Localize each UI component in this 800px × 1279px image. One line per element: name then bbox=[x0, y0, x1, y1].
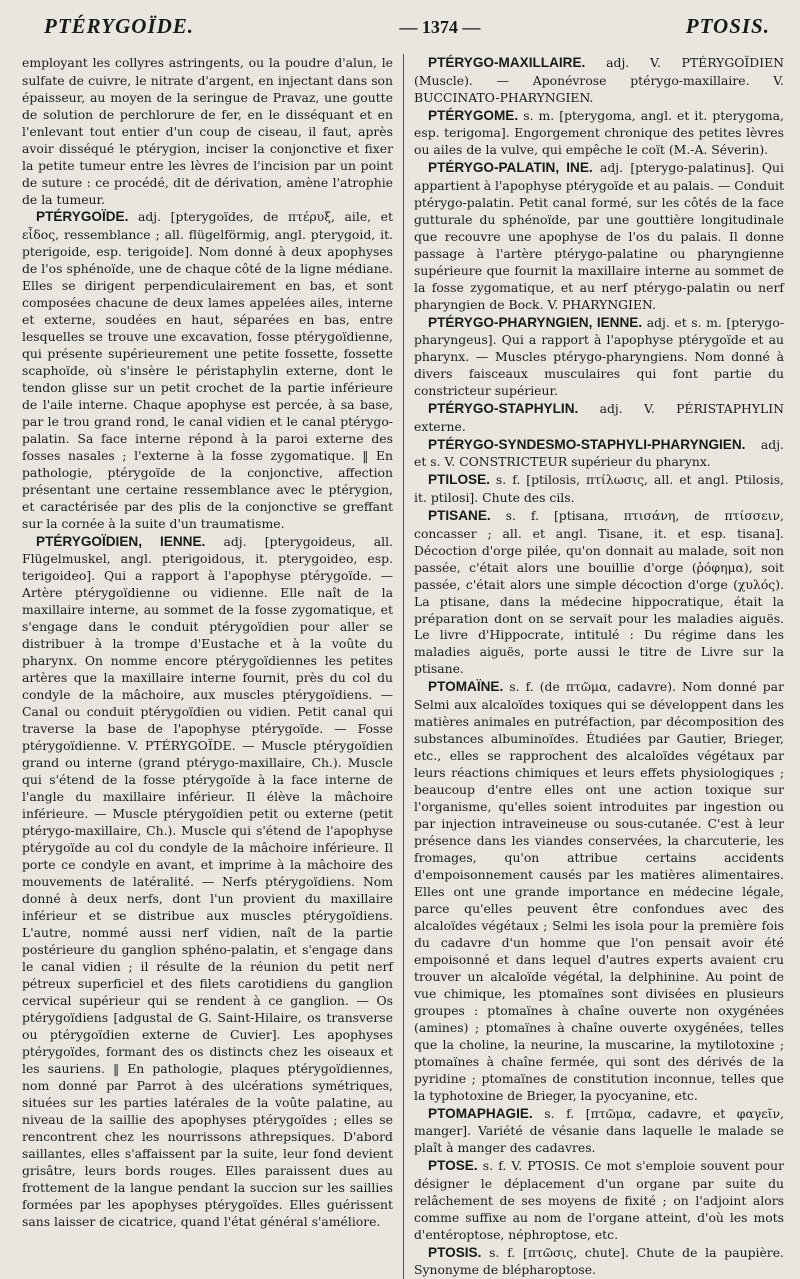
running-head bbox=[22, 14, 784, 54]
entry-text: adj. [pterygoïdes, de πτέρυξ, aile, et εἶδος, ressemblance ; all. flügelförmig, angl. pterygoid, it. pterigoide, esp. terigoide]. Nom donné à deux apophyses de l'os sphénoïde, une de chaque côté de la ligne médiane. Elles se dirigent perpendiculairement en bas, et sont composées chacune de deux lames appelées ailes, interne et externe, soudées en haut, séparées en bas, entre lesquelles se trouve une excavation, fosse ptérygoïdienne, qui présente supérieurement une petite fossette, fossette scaphoïde, où s'insère le péristaphylin externe, dont le tendon glisse sur un petit crochet de la partie inférieure de l'aile interne. Chaque apophyse est percée, à sa base, par le trou grand rond, le canal vidien et le canal ptérygo-palatin. Sa face interne répond à la paroi externe des fosses nasales ; l'externe à la fosse zygomatique. ‖ En pathologie, ptérygoïde de la conjonctive, affection présentant une certaine ressemblance avec le ptérygion, et caractérisée par des plis de la conjonctive se greffant sur la cornée à la suite d'un traumatisme. bbox=[22, 209, 393, 531]
entry-headword: PTILOSE. bbox=[428, 472, 490, 488]
entry bbox=[414, 507, 784, 678]
entry-text: adj. V. PTÉRYGOÏDIEN (Muscle). — Aponévrose ptérygo-maxillaire. V. BUCCINATO-PHARYNGIEN. bbox=[414, 55, 784, 105]
entry-headword: PTÉRYGO-PALATIN, INE. bbox=[428, 160, 593, 176]
entry-headword: PTÉRYGO-PHARYNGIEN, IENNE. bbox=[428, 314, 643, 330]
entry-headword: PTOSE. bbox=[428, 1158, 478, 1174]
entry-text: s. f. V. PTOSIS. Ce mot s'emploie souvent pour désigner le déplacement d'un organe par suite du relâchement de ses moyens de fixité ; on l'adjoint alors comme suffixe au nom de l'organe atteint, d'où les mots d'entéroptose, néphroptose, etc. bbox=[414, 1158, 784, 1242]
entry-headword: PTÉRYGOME. bbox=[428, 107, 519, 123]
entry-text: s. f. [ptilosis, πτίλωσις, all. et angl. Ptilosis, it. ptilosi]. Chute des cils. bbox=[414, 472, 784, 505]
entry-headword: PTOSIS. bbox=[428, 1244, 482, 1260]
entry-text: adj. [pterygoideus, all. Flügelmuskel, angl. pterigoidous, it. pterygoideo, esp. terigoideo]. Qui a rapport à l'apophyse ptérygoïde. — Artère ptérygoïdienne ou vidienne. Elle naît de la maxillaire interne, au sommet de la fosse zygomatique, et s'engage dans le conduit ptérygoïdien pour aller se distribuer à la trompe d'Eustache et à la voûte du pharynx. On nomme encore ptérygoïdiennes les petites artères que la maxillaire interne fournit, près du col du condyle de la mâchoire, aux muscles ptérygoïdiens. — Canal ou conduit ptérygoïdien ou vidien. Petit canal qui traverse la base de l'apophyse ptérygoïde. — Fosse ptérygoïdienne. V. PTÉRYGOÏDE. — Muscle ptérygoïdien grand ou interne (grand ptérygo-maxillaire, Ch.). Muscle qui s'étend de la fosse ptérygoïde à la face interne de l'angle du maxillaire inférieur. Il élève la mâchoire inférieure. — Muscle ptérygoïdien petit ou externe (petit ptérygo-maxillaire, Ch.). Muscle qui s'étend de l'apophyse ptérygoïde au col du condyle de la mâchoire inférieure. Il porte ce condyle en avant, et imprime à la mâchoire des mouvements de latéralité. — Nerfs ptérygoïdiens. Nom donné à deux nerfs, dont l'un provient du maxillaire inférieur et se distribue aux muscles ptérygoïdiens. L'autre, nommé aussi nerf vidien, naît de la partie postérieure du ganglion sphéno-palatin, et s'engage dans le canal vidien ; il résulte de la réunion du petit nerf pétreux superficiel et des filets carotidiens du ganglion cervical supérieur qui se rendent à ce ganglion. — Os ptérygoïdiens [adgustal de G. Saint-Hilaire, os transverse ou ptérygoïdien externe de Cuvier]. Les apophyses ptérygoïdes, formant des os distincts chez les oiseaux et les sauriens. ‖ En pathologie, plaques ptérygoïdiennes, nom donné par Parrot à des ulcérations symétriques, situées sur les parties latérales de la voûte palatine, au niveau de la saillie des apophyses ptérygoïdes ; elles se rencontrent chez les nourrissons athrepsiques. D'abord saillantes, elles s'affaissent par la suite, leur fond devient grisâtre, leurs bords rouges. Elles paraissent dues au frottement de la langue pendant la succion sur les saillies formées par les apophyses ptérygoïdes. Elles guérissent sans laisser de cicatrice, quand l'état général s'améliore. bbox=[22, 533, 393, 1229]
left-column bbox=[22, 54, 403, 1279]
entry bbox=[22, 533, 393, 1231]
entry-text: s. f. [πτῶμα, cadavre, et φαγεῖν, manger]. Variété de vésanie dans laquelle le malade se plaît à manger des cadavres. bbox=[414, 1105, 784, 1156]
entry bbox=[414, 1105, 784, 1158]
entry-headword: PTISANE. bbox=[428, 507, 491, 523]
entry-text: s. f. [πτῶσις, chute]. Chute de la paupière. Synonyme de blépharoptose. bbox=[414, 1244, 784, 1278]
entry bbox=[414, 400, 784, 436]
entry-text: s. m. [pterygoma, angl. et it. pterygoma, esp. terigoma]. Engorgement chronique des petites lèvres ou ailes de la vulve, qui empêche le coït (M.-A. Séverin). bbox=[414, 107, 784, 158]
two-column-body bbox=[22, 54, 784, 1279]
entry-headword: PTÉRYGOÏDIEN, IENNE. bbox=[36, 533, 206, 549]
entry bbox=[414, 54, 784, 107]
entry-text: adj. V. PÉRISTAPHYLIN externe. bbox=[414, 401, 784, 434]
entry-headword: PTÉRYGOÏDE. bbox=[36, 209, 129, 225]
entry bbox=[414, 1157, 784, 1244]
entry-headword: PTÉRYGO-STAPHYLIN. bbox=[428, 401, 579, 417]
entry-text: s. f. (de πτῶμα, cadavre). Nom donné par Selmi aux alcaloïdes toxiques qui se développent dans les matières animales en putréfaction, par décomposition des substances albuminoïdes. Étudiées par Gautier, Brieger, etc., elles se rapprochent des alcaloïdes végétaux par leurs réactions chimiques et leurs effets physiologiques ; beaucoup d'entre elles ont une action toxique sur l'organisme, qu'elles soient introduites par ingestion ou par injection intraveineuse ou sous-cutanée. C'est à leur présence dans les viandes conservées, la charcuterie, les fromages, qu'on attribue certains accidents d'empoisonnement causés par les matières alimentaires. Elles ont une grande importance en médecine légale, parce qu'elles peuvent être confondues avec des alcaloïdes végétaux ; Selmi les isola pour la première fois du cadavre d'un homme que l'on pensait avoir été empoisonné et dans lequel d'autres experts avaient cru trouver un alcaloïde végétal, la delphinine. Au point de vue chimique, les ptomaïnes sont divisées en plusieurs groupes : ptomaïnes à chaîne ouverte non oxygénées (amines) ; ptomaïnes à chaîne ouverte oxygénées, telles que la choline, la neurine, la muscarine, la mytilotoxine ; ptomaïnes à chaîne fermée, qui sont des dérivés de la pyridine ; ptomaïnes de constitution inconnue, telles que la typhotoxine de Brieger, la pyocyanine, etc. bbox=[414, 679, 784, 1103]
entry bbox=[414, 471, 784, 507]
entry-text: adj. [pterygo-palatinus]. Qui appartient à l'apophyse ptérygoïde et au palais. — Conduit ptérygo-palatin. Petit canal formé, sur les côtés de la face gutturale du sphénoïde, par une gouttière longitudinale que recouvre une apophyse de l'os du palais. Il donne passage à l'artère ptérygo-palatine ou pharyngienne supérieure que fournit la maxillaire interne au sommet de la fosse zygomatique, et au nerf ptérygo-palatin ou nerf pharyngien de Bock. V. PHARYNGIEN. bbox=[414, 160, 785, 312]
entry bbox=[414, 159, 784, 313]
entry bbox=[22, 208, 393, 532]
entry-continuation bbox=[22, 54, 393, 208]
running-head-right: PTOSIS. bbox=[685, 14, 770, 38]
entry bbox=[414, 678, 784, 1104]
entry bbox=[414, 1244, 784, 1279]
entry bbox=[414, 314, 784, 401]
page-number: — 1374 — bbox=[399, 17, 481, 37]
right-column bbox=[403, 54, 784, 1279]
entry-text: adj. et s. m. [pterygo-pharyngeus]. Qui a rapport à l'apophyse ptérygoïde et au pharynx. — Muscles ptérygo-pharyngiens. Nom donné à divers faisceaux musculaires qui font partie du constricteur supérieur. bbox=[414, 314, 784, 399]
entry-headword: PTÉRYGO-MAXILLAIRE. bbox=[428, 55, 586, 70]
running-head-left: PTÉRYGOÏDE. bbox=[44, 14, 195, 38]
entry-headword: PTOMAPHAGIE. bbox=[428, 1105, 533, 1121]
entry bbox=[414, 107, 784, 160]
entry bbox=[414, 436, 784, 472]
entry-text: s. f. [ptisana, πτισάνη, de πτίσσειν, concasser ; all. et angl. Tisane, it. et esp. tisana]. Décoction d'orge pilée, qu'on donnait au malade, soit non passée, c'était alors une bouillie d'orge (ῥόφημα), soit passée, c'était alors une simple décoction d'orge (χυλός). La ptisane, dans la médecine hippocratique, était la préparation dont on se servait pour les maladies aiguës. Le livre d'Hippocrate, intitulé : Du régime dans les maladies aiguës, porte aussi le titre de Livre sur la ptisane. bbox=[414, 507, 784, 677]
entry-headword: PTÉRYGO-SYNDESMO-STAPHYLI-PHARYNGIEN. bbox=[428, 436, 746, 452]
entry-text: adj. et s. V. CONSTRICTEUR supérieur du pharynx. bbox=[414, 436, 784, 470]
entry-text: employant les collyres astringents, ou la poudre d'alun, le sulfate de cuivre, le nitrate d'argent, en injectant dans son épaisseur, au moyen de la seringue de Pravaz, une goutte de solution de perchlorure de fer, en le disséquant et en l'enlevant tout entier d'un coup de ciseau, il faut, après avoir disséqué le ptérygion, inciser la conjonctive et fixer la petite tumeur entre les lèvres de l'incision par un point de suture : ce procédé, dit de dérivation, amène l'atrophie de la tumeur. bbox=[22, 55, 393, 207]
entry-headword: PTOMAÏNE. bbox=[428, 679, 504, 695]
